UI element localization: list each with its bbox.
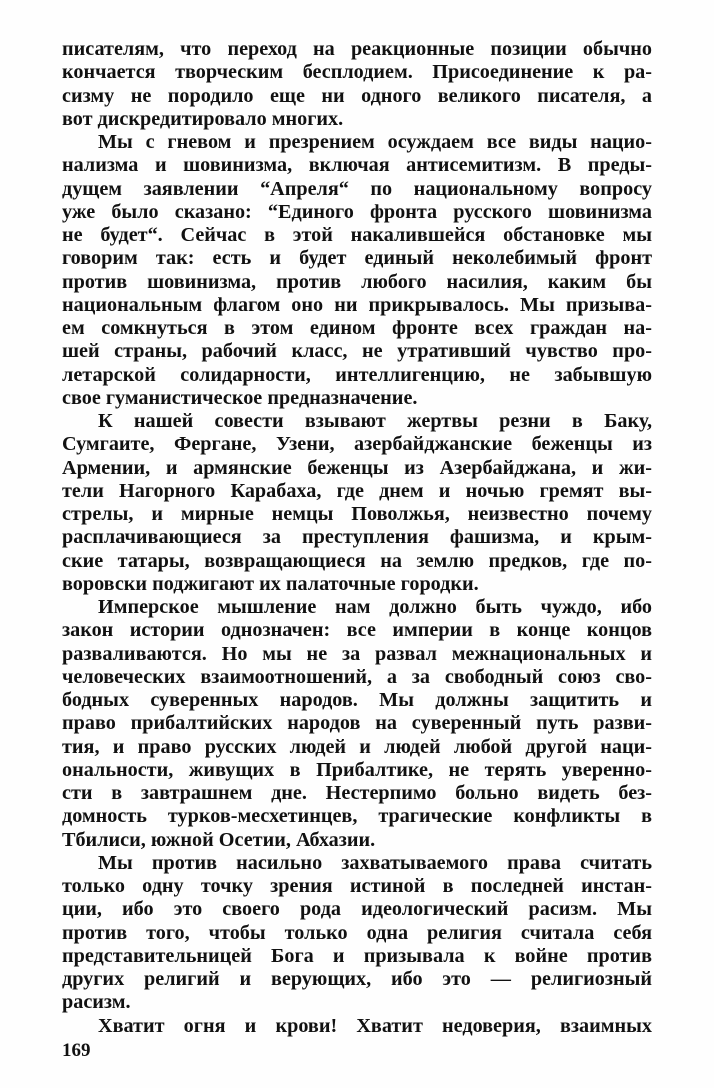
text-line: ции, ибо это своего рода идеологический расизм. Мы (62, 898, 652, 921)
paragraph (62, 596, 652, 852)
text-line: Хватит огня и крови! Хватит недоверия, взаимных (98, 1014, 652, 1037)
text-line: разваливаются. Но мы не за развал межнациональных и (62, 642, 652, 665)
text-line: бодных суверенных народов. Мы должны защитить и (62, 689, 652, 711)
paragraph (62, 131, 652, 410)
text-line: уже было сказано: “Единого фронта русского шовинизма (62, 200, 652, 223)
text-line: ские татары, возвращающиеся на землю предков, где по- (62, 549, 652, 572)
text-line: шей страны, рабочий класс, не утративший чувство про- (62, 340, 652, 363)
text-line: расплачивающиеся за преступления фашизма, и крым- (62, 526, 652, 549)
body-text (62, 38, 652, 1038)
text-line: К нашей совести взывают жертвы резни в Баку, (98, 410, 652, 432)
text-line: вот дискредитировало многих. (62, 107, 344, 130)
paragraph (62, 38, 652, 131)
paragraph (62, 1015, 652, 1038)
text-line: ем сомкнуться в этом едином фронте всех граждан на- (62, 317, 652, 339)
text-line: против того, чтобы только одна религия считала себя (62, 921, 652, 944)
text-line: право прибалтийских народов на суверенный путь разви- (62, 712, 652, 735)
text-line: представительницей Бога и призывала к войне против (62, 944, 652, 967)
text-line: Армении, и армянские беженцы из Азербайджана, и жи- (62, 456, 652, 479)
text-line: дущем заявлении “Апреля“ по национальному вопросу (62, 177, 652, 200)
text-line: только одну точку зрения истиной в последней инстан- (62, 875, 652, 897)
text-line: национальным флагом оно ни прикрывалось. Мы призыва- (62, 293, 652, 316)
text-line: не будет“. Сейчас в этой накалившейся обстановке мы (62, 224, 652, 246)
text-line: Тбилиси, южной Осетии, Абхазии. (62, 828, 376, 851)
text-line: ональности, живущих в Прибалтике, не терять уверенно- (62, 758, 652, 781)
text-line: свое гуманистическое предназначение. (62, 386, 418, 409)
text-line: Мы с гневом и презрением осуждаем все виды нацио- (98, 131, 652, 153)
text-line: тия, и право русских людей и людей любой другой наци- (62, 735, 652, 758)
text-line: кончается творческим бесплодием. Присоединение к ра- (62, 61, 652, 84)
text-line: сти в завтрашнем дне. Нестерпимо больно видеть без- (62, 782, 652, 804)
page-number: 169 (62, 1040, 91, 1061)
text-line: закон истории однозначен: все империи в конце концов (62, 619, 652, 642)
text-line: Имперское мышление нам должно быть чуждо, ибо (98, 596, 652, 618)
text-line: воровски поджигают их палаточные городки. (62, 572, 479, 595)
text-line: Сумгаите, Фергане, Узени, азербайджанские беженцы из (62, 433, 652, 456)
paragraph (62, 852, 652, 1015)
text-line: писателям, что переход на реакционные позиции обычно (62, 38, 652, 60)
text-line: других религий и верующих, ибо это — религиозный (62, 968, 652, 990)
text-line: стрелы, и мирные немцы Поволжья, неизвестно почему (62, 503, 652, 525)
paragraph (62, 410, 652, 596)
text-line: Мы против насильно захватываемого права считать (98, 851, 652, 874)
text-line: расизм. (62, 991, 131, 1014)
text-line: нализма и шовинизма, включая антисемитизм. В преды- (62, 154, 652, 177)
text-line: говорим так: есть и будет единый неколебимый фронт (62, 247, 652, 270)
text-line: летарской солидарности, интеллигенцию, не забывшую (62, 363, 652, 386)
text-line: сизму не породило еще ни одного великого писателя, а (62, 84, 652, 107)
text-line: против шовинизма, против любого насилия, каким бы (62, 270, 652, 293)
text-line: тели Нагорного Карабаха, где днем и ночью гремят вы- (62, 479, 652, 502)
text-line: человеческих взаимоотношений, а за свободный союз сво- (62, 665, 652, 688)
text-line: домность турков-месхетинцев, трагические конфликты в (62, 805, 652, 828)
